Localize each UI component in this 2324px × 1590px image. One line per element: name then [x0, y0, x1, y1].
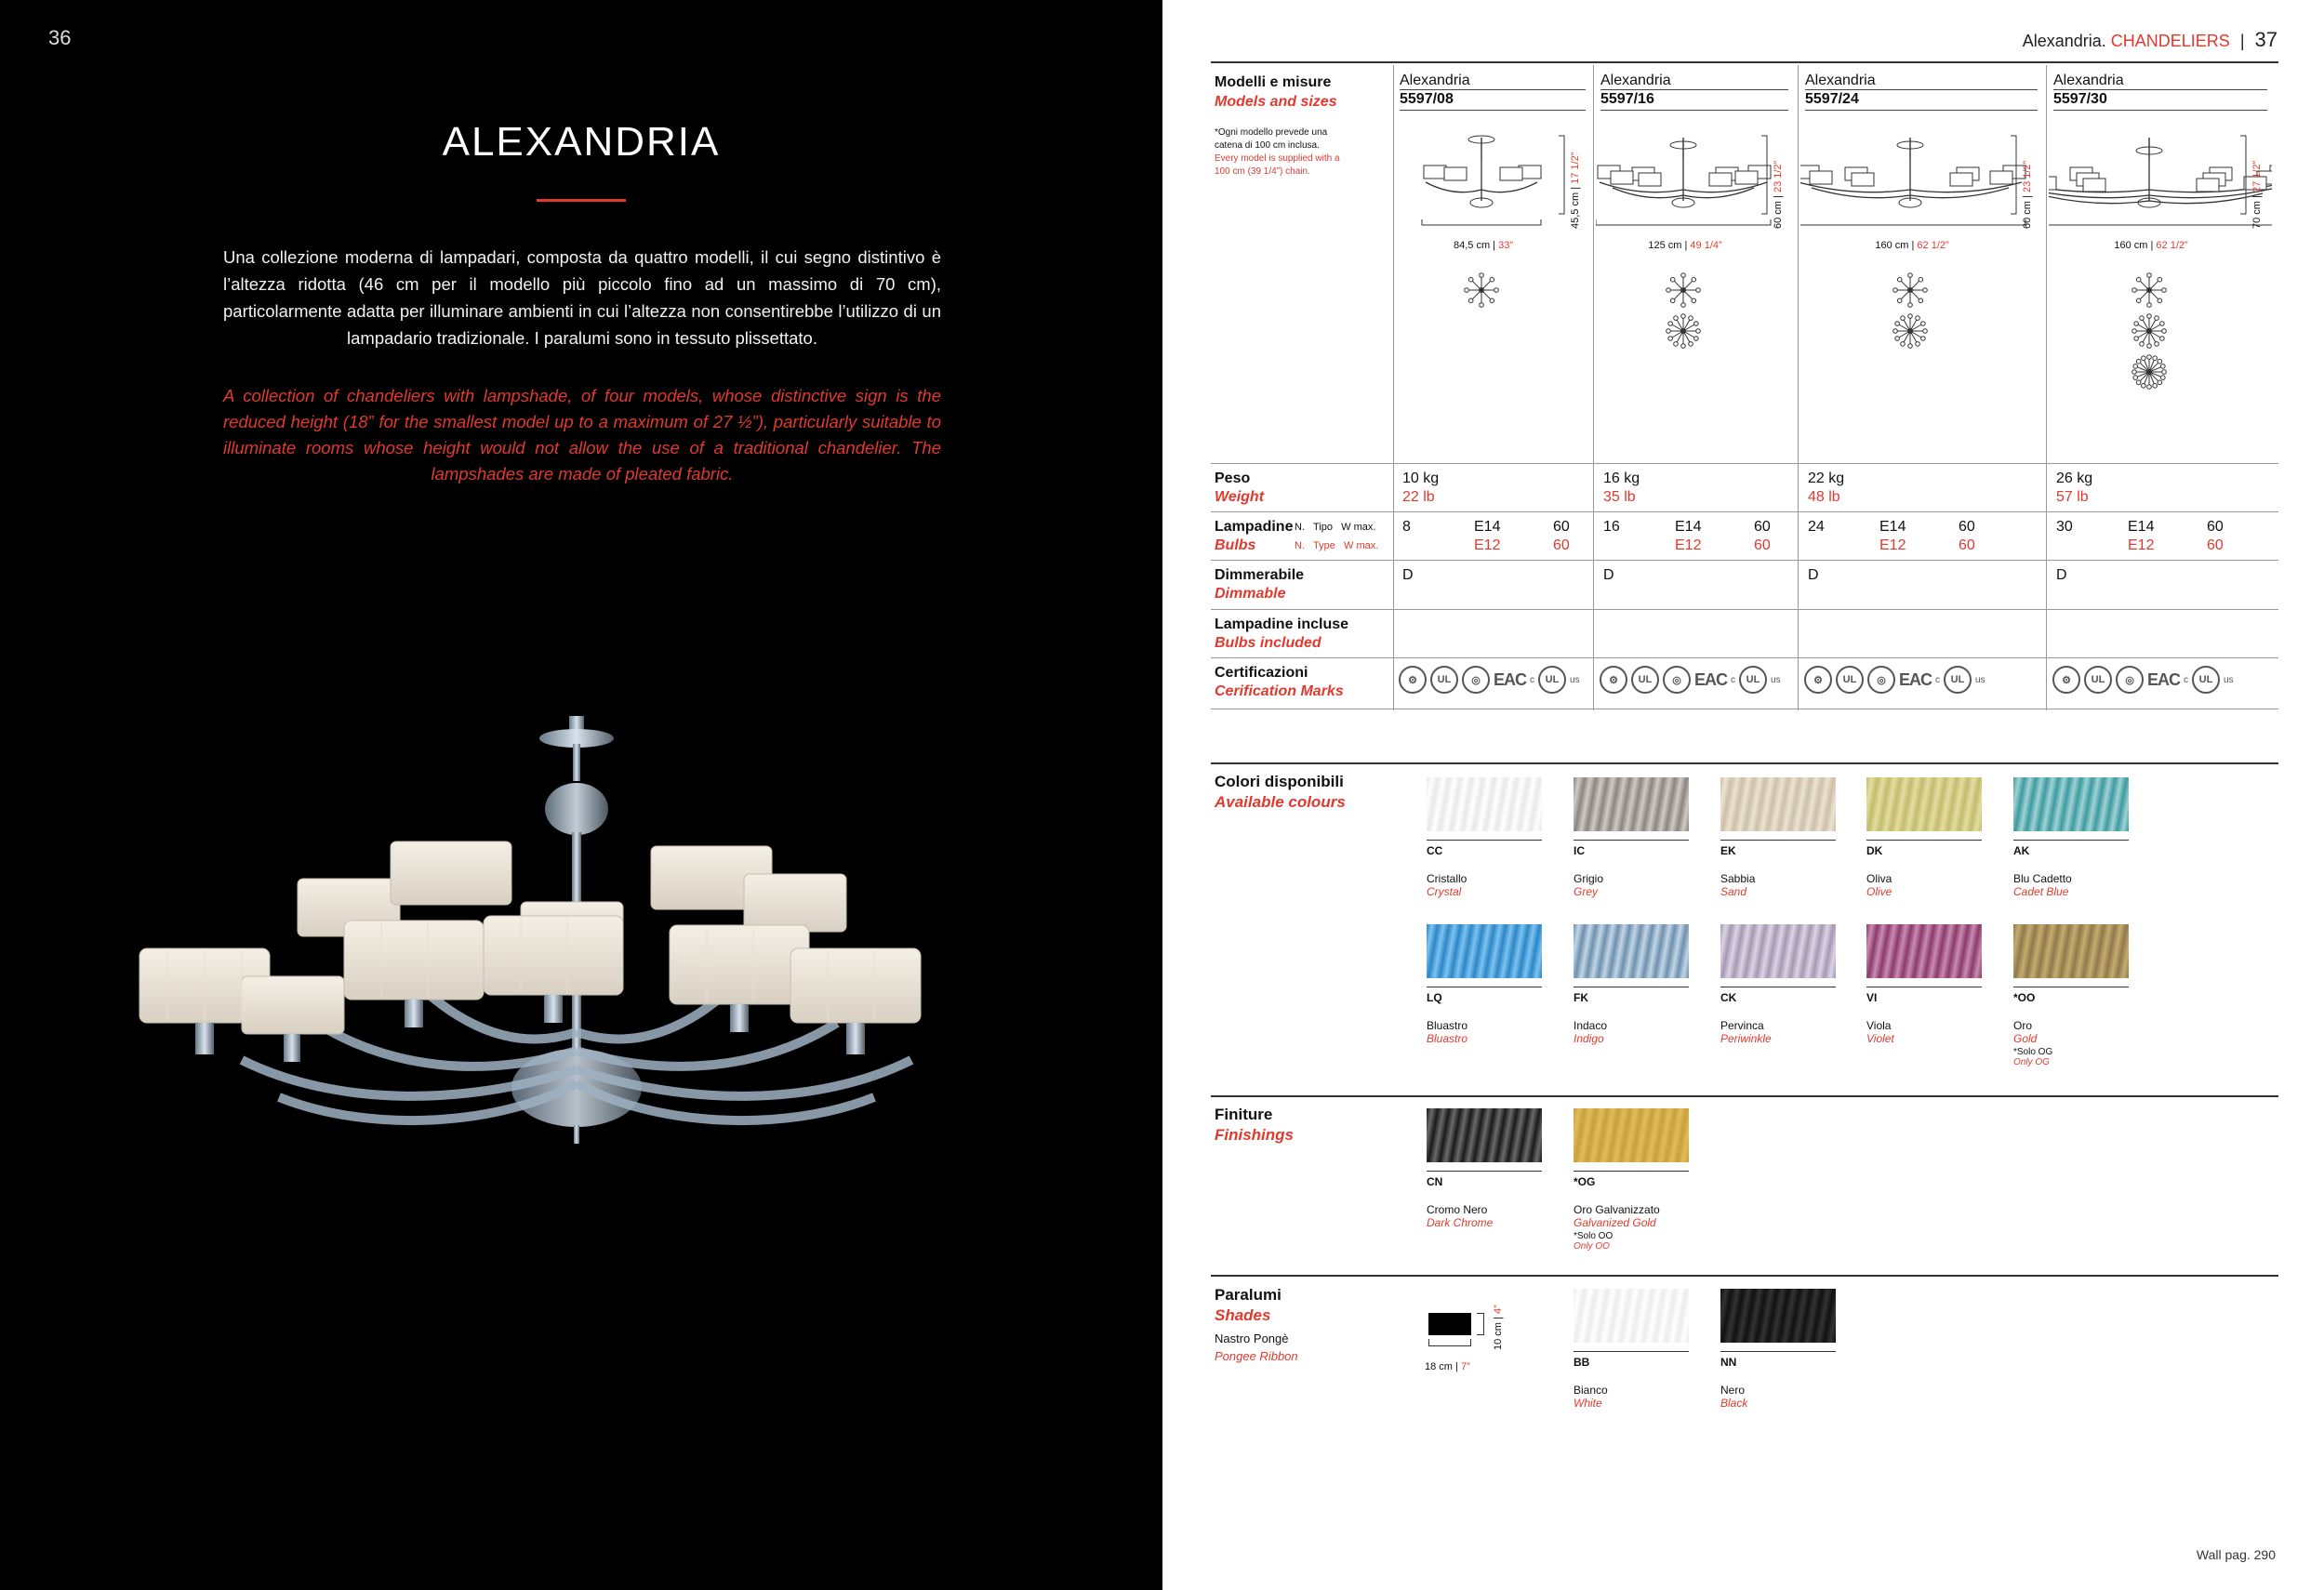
height-in: 23 1/2”	[2022, 160, 2033, 193]
swatch-code: BB	[1574, 1356, 1590, 1369]
swatch-note-it: *Solo OO	[1574, 1231, 1614, 1241]
swatch-code: CK	[1720, 991, 1737, 1004]
swatch-rule	[1720, 840, 1836, 841]
model-drawing	[2049, 130, 2272, 232]
swatch-code: DK	[1866, 844, 1883, 857]
swatch-vi	[1866, 924, 1982, 1045]
top-view-icon	[2131, 312, 2168, 350]
swatch-rule	[1574, 1351, 1689, 1352]
row-rule	[1211, 560, 2278, 561]
swatch-ak	[2013, 777, 2129, 898]
top-view-icon	[1892, 272, 1929, 309]
height-bracket	[1477, 1313, 1484, 1335]
page-header	[2023, 28, 2278, 52]
page-number-left: 36	[48, 26, 72, 49]
cul-c: c	[1731, 674, 1736, 685]
top-view-icon	[1892, 312, 1929, 350]
model-code: 5597/16	[1600, 91, 1654, 107]
swatch-code: *OG	[1574, 1175, 1596, 1188]
cert-marks	[1399, 666, 1580, 694]
swatch-image	[1720, 777, 1836, 831]
shades-rule	[1211, 1275, 2278, 1277]
width-in: 62 1/2”	[1917, 240, 1949, 251]
swatch-cc	[1427, 777, 1542, 898]
bulbs-sub-n: N.	[1295, 522, 1305, 533]
swatch-name-it: Nero	[1720, 1384, 1746, 1397]
cul-mark-icon: UL	[1739, 666, 1767, 694]
model-width-dim: 160 cm | 62 1/2”	[1875, 240, 1949, 251]
bulbs-type: E14	[1675, 519, 1702, 535]
table-top-rule	[1211, 61, 2278, 63]
swatch-ek	[1720, 777, 1836, 898]
swatch-name-en: Dark Chrome	[1427, 1216, 1494, 1229]
model-underline	[2053, 89, 2267, 90]
eac-mark: EAC	[2147, 669, 2181, 689]
header-category: CHANDELIERS	[2110, 32, 2230, 50]
weight-lb: 57 lb	[2056, 489, 2089, 505]
swatch-lq	[1427, 924, 1542, 1045]
height-cm: 60 cm	[2022, 201, 2033, 229]
cul-mark-icon: UL	[1538, 666, 1566, 694]
dimmable-value: D	[2056, 567, 2067, 583]
right-page	[1162, 0, 2324, 1590]
wall-page-ref: Wall pag. 290	[2196, 1547, 2276, 1562]
model-height-dim: 70 cm | 27 1/2”	[2251, 160, 2263, 229]
cert-label-it: Certificazioni	[1215, 665, 1308, 681]
cccp-mark-icon: ◎	[2116, 666, 2144, 694]
swatch-code: NN	[1720, 1356, 1737, 1369]
swatch-name-en: Crystal	[1427, 885, 1462, 898]
swatch-code: LQ	[1427, 991, 1442, 1004]
model-drawing	[1395, 130, 1590, 232]
model-underline	[1400, 110, 1586, 111]
bulbs-watt-us: 60	[1959, 537, 1975, 553]
col-divider	[2046, 65, 2047, 710]
shade-width-in: 7”	[1460, 1361, 1470, 1372]
swatch-name-it: Grigio	[1574, 872, 1604, 885]
shade-width-cm: 18 cm	[1425, 1361, 1453, 1372]
shade-height-cm: 10 cm	[1493, 1322, 1504, 1350]
swatch-code: CC	[1427, 844, 1443, 857]
model-drawing	[1596, 130, 1793, 232]
cccp-mark-icon: ◎	[1867, 666, 1895, 694]
finishings-label-it: Finiture	[1215, 1106, 1273, 1123]
dimmable-label-it: Dimmerabile	[1215, 567, 1305, 583]
swatch-name-en: Violet	[1866, 1032, 1894, 1045]
bulbs-count: 16	[1603, 519, 1620, 535]
swatch-name-en: Sand	[1720, 885, 1747, 898]
shades-label-it: Paralumi	[1215, 1286, 1282, 1304]
weight-label-en: Weight	[1215, 489, 1265, 505]
chain-note-en: Every model is supplied with a 100 cm (39 1/4”) chain.	[1215, 153, 1340, 177]
quality-mark-icon: ⚙	[2052, 666, 2080, 694]
model-name: Alexandria	[2053, 73, 2124, 88]
bulbs-watt: 60	[1553, 519, 1570, 535]
swatch-name-it: Bianco	[1574, 1384, 1608, 1397]
swatch-code: *OO	[2013, 991, 2036, 1004]
bulbs-type: E14	[1879, 519, 1906, 535]
eac-mark: EAC	[1694, 669, 1728, 689]
bulbs-label-en: Bulbs	[1215, 537, 1256, 553]
swatch-bb	[1574, 1289, 1689, 1410]
bulbs-label-it: Lampadine	[1215, 519, 1294, 535]
bulbs-watt: 60	[2207, 519, 2224, 535]
model-underline	[2053, 110, 2267, 111]
swatch-image	[1427, 1108, 1542, 1162]
swatch-code: CN	[1427, 1175, 1443, 1188]
eac-mark: EAC	[1494, 669, 1527, 689]
swatch-name-en: Bluastro	[1427, 1032, 1468, 1045]
bulbs-watt-us: 60	[2207, 537, 2224, 553]
swatch-rule	[1427, 840, 1542, 841]
weight-kg: 16 kg	[1603, 470, 1640, 486]
bulbs-count: 24	[1808, 519, 1825, 535]
weight-kg: 26 kg	[2056, 470, 2093, 486]
model-name: Alexandria	[1805, 73, 1876, 88]
colours-label-en: Available colours	[1215, 793, 1346, 811]
cul-us: us	[1771, 674, 1781, 685]
bulbs-sub-type: Type	[1312, 540, 1335, 551]
swatch-note-it: *Solo OG	[2013, 1047, 2053, 1057]
top-view-icon	[2131, 353, 2168, 391]
col-divider	[1798, 65, 1799, 710]
swatch-name-it: Cromo Nero	[1427, 1203, 1488, 1216]
cccp-mark-icon: ◎	[1663, 666, 1691, 694]
model-height-dim: 60 cm | 23 1/2”	[1773, 160, 1784, 229]
swatch-image	[2013, 777, 2129, 831]
height-cm: 60 cm	[1773, 201, 1784, 229]
swatch-name-it: Indaco	[1574, 1019, 1608, 1032]
width-bracket	[1428, 1339, 1471, 1346]
bulbs-count: 30	[2056, 519, 2073, 535]
swatch-name-en: Gold	[2013, 1032, 2038, 1045]
cul-us: us	[1570, 674, 1580, 685]
model-width-dim: 160 cm | 62 1/2”	[2114, 240, 2188, 251]
bulbs-watt: 60	[1959, 519, 1975, 535]
swatch-rule	[1574, 840, 1689, 841]
row-rule	[1211, 463, 2278, 464]
swatch-name-it: Oro Galvanizzato	[1574, 1203, 1660, 1216]
bulbs-watt-us: 60	[1754, 537, 1771, 553]
swatch-dk	[1866, 777, 1982, 898]
col-divider	[1393, 65, 1394, 710]
top-view-icon	[1665, 272, 1702, 309]
ul-mark-icon: UL	[1430, 666, 1458, 694]
page-number-right: 37	[2254, 28, 2278, 51]
header-collection: Alexandria.	[2022, 32, 2106, 50]
cul-c: c	[2184, 674, 2189, 685]
bulbs-watt: 60	[1754, 519, 1771, 535]
eac-mark: EAC	[1899, 669, 1932, 689]
model-height-dim: 45,5 cm | 17 1/2”	[1570, 152, 1581, 229]
cert-marks	[1600, 666, 1781, 694]
swatch-nn	[1720, 1289, 1836, 1410]
finishings-label-en: Finishings	[1215, 1126, 1294, 1144]
height-in: 17 1/2”	[1570, 152, 1581, 184]
chain-note	[1215, 126, 1354, 179]
swatch-note-en: Only OO	[1574, 1241, 1610, 1252]
swatch-cn	[1427, 1108, 1542, 1229]
model-height-dim: 60 cm | 23 1/2”	[2022, 160, 2033, 229]
chandelier-photo	[130, 716, 1023, 1209]
height-cm: 45,5 cm	[1570, 192, 1581, 229]
bulbs-type: E14	[2128, 519, 2155, 535]
cul-mark-icon: UL	[1944, 666, 1972, 694]
swatch-rule	[1574, 1171, 1689, 1172]
swatch-name-en: Indigo	[1574, 1032, 1604, 1045]
swatch-name-it: Blu Cadetto	[2013, 872, 2072, 885]
bulbs-sub-tipo: Tipo	[1312, 522, 1333, 533]
swatch-image	[1720, 1289, 1836, 1343]
swatch-og	[1574, 1108, 1689, 1252]
swatch-code: IC	[1574, 844, 1585, 857]
top-view-icon	[2131, 272, 2168, 309]
model-code: 5597/30	[2053, 91, 2107, 107]
width-in: 33”	[1498, 240, 1514, 251]
cul-us: us	[2224, 674, 2234, 685]
swatch-ic	[1574, 777, 1689, 898]
swatch-code: VI	[1866, 991, 1878, 1004]
shades-sub-en: Pongee Ribbon	[1215, 1349, 1298, 1363]
swatch-image	[1574, 1289, 1689, 1343]
cert-label-en: Cerification Marks	[1215, 683, 1344, 699]
swatch-image	[1427, 924, 1542, 978]
bulbs-sub-wmax-en: W max.	[1344, 540, 1379, 551]
bulbs-sub-wmax: W max.	[1341, 522, 1376, 533]
shade-icon	[1428, 1313, 1471, 1335]
height-cm: 70 cm	[2251, 201, 2263, 229]
swatch-name-it: Pervinca	[1720, 1019, 1764, 1032]
cert-marks	[2052, 666, 2234, 694]
width-cm: 160 cm	[1875, 240, 1909, 251]
dimmable-value: D	[1808, 567, 1819, 583]
row-rule	[1211, 609, 2278, 610]
model-underline	[1400, 89, 1586, 90]
bulbs-type-us: E12	[1675, 537, 1702, 553]
width-cm: 160 cm	[2114, 240, 2148, 251]
dimmable-value: D	[1603, 567, 1614, 583]
cul-mark-icon: UL	[2192, 666, 2220, 694]
swatch-image	[1720, 924, 1836, 978]
model-underline	[1600, 89, 1788, 90]
bulbs-type: E14	[1474, 519, 1501, 535]
width-cm: 125 cm	[1648, 240, 1682, 251]
quality-mark-icon: ⚙	[1600, 666, 1627, 694]
swatch-name-it: Oliva	[1866, 872, 1892, 885]
height-in: 23 1/2”	[1773, 160, 1784, 193]
finishings-rule	[1211, 1095, 2278, 1097]
model-drawing	[1800, 130, 2042, 232]
shade-height-in: 4”	[1493, 1305, 1504, 1315]
bulbs-count: 8	[1402, 519, 1411, 535]
collection-title: ALEXANDRIA	[442, 119, 721, 165]
ul-mark-icon: UL	[1631, 666, 1659, 694]
height-in: 27 1/2”	[2251, 160, 2263, 193]
swatch-name-en: Grey	[1574, 885, 1599, 898]
swatch-image	[1866, 924, 1982, 978]
swatch-name-it: Bluastro	[1427, 1019, 1468, 1032]
colours-label-it: Colori disponibili	[1215, 773, 1344, 790]
dimmable-label-en: Dimmable	[1215, 586, 1286, 602]
model-underline	[1600, 110, 1788, 111]
swatch-rule	[2013, 840, 2129, 841]
models-label-en: Models and sizes	[1215, 94, 1337, 110]
weight-label-it: Peso	[1215, 470, 1251, 486]
bulbs-sub-n-en: N.	[1295, 540, 1305, 551]
colours-rule	[1211, 762, 2278, 764]
title-underline	[537, 199, 626, 202]
bulbs-type-us: E12	[2128, 537, 2155, 553]
swatch-name-it: Viola	[1866, 1019, 1892, 1032]
model-underline	[1805, 89, 2038, 90]
model-name: Alexandria	[1400, 73, 1470, 88]
cul-c: c	[1530, 674, 1535, 685]
header-separator: |	[2239, 32, 2245, 50]
weight-lb: 48 lb	[1808, 489, 1840, 505]
swatch-name-en: Cadet Blue	[2013, 885, 2069, 898]
swatch-image	[1574, 1108, 1689, 1162]
quality-mark-icon: ⚙	[1399, 666, 1427, 694]
swatch-code: EK	[1720, 844, 1736, 857]
swatch-code: AK	[2013, 844, 2030, 857]
top-view-icon	[1665, 312, 1702, 350]
swatch-name-en: Periwinkle	[1720, 1032, 1772, 1045]
shades-sub-it: Nastro Pongè	[1215, 1332, 1289, 1345]
shade-height-dim: 10 cm | 4”	[1493, 1305, 1504, 1350]
weight-kg: 10 kg	[1402, 470, 1440, 486]
bulbs-sub-header-it	[1295, 522, 1375, 533]
ul-mark-icon: UL	[1836, 666, 1864, 694]
dimmable-value: D	[1402, 567, 1414, 583]
top-view-icon	[1463, 272, 1500, 309]
swatch-image	[1574, 777, 1689, 831]
width-in: 62 1/2”	[2156, 240, 2188, 251]
cul-c: c	[1935, 674, 1941, 685]
model-underline	[1805, 110, 2038, 111]
swatch-image	[2013, 924, 2129, 978]
swatch-name-it: Cristallo	[1427, 872, 1467, 885]
swatch-note-en: Only OG	[2013, 1057, 2050, 1067]
included-label-en: Bulbs included	[1215, 635, 1321, 651]
bulbs-type-us: E12	[1879, 537, 1906, 553]
description-english: A collection of chandeliers with lampshade, of four models, whose distinctive sign is the reduced height (18” for the smallest model up to a maximum of 27 ½”), particularly suitable to illuminate rooms whose height would not allow the use of a traditional chandelier. The lampshades are made of pleated fabric.	[223, 386, 941, 484]
shades-label-en: Shades	[1215, 1306, 1271, 1324]
swatch-name-en: White	[1574, 1397, 1602, 1410]
bulbs-sub-header-en	[1295, 540, 1378, 551]
cul-us: us	[1975, 674, 1985, 685]
row-rule	[1211, 511, 2278, 512]
model-width-dim: 125 cm | 49 1/4”	[1648, 240, 1722, 251]
bulbs-type-us: E12	[1474, 537, 1501, 553]
description-italian: Una collezione moderna di lampadari, composta da quattro modelli, il cui segno distintivo è l’altezza ridotta (46 cm per il modello più piccolo fino ad un massimo di 70 cm), particolarmente adatta per illuminare ambienti in cui l’altezza non consentirebbe l’utilizzo di un lampadario tradizionale. I paralumi sono in tessuto plissettato.	[223, 247, 941, 348]
included-label-it: Lampadine incluse	[1215, 616, 1349, 632]
chain-note-it: *Ogni modello prevede una catena di 100 cm inclusa.	[1215, 127, 1328, 151]
swatch-fk	[1574, 924, 1689, 1045]
width-cm: 84,5 cm	[1453, 240, 1491, 251]
swatch-image	[1427, 777, 1542, 831]
shade-width-dim: 18 cm | 7”	[1425, 1361, 1470, 1372]
swatch-image	[1866, 777, 1982, 831]
models-label-it: Modelli e misure	[1215, 74, 1332, 90]
swatch-rule	[1720, 1351, 1836, 1352]
swatch-name-en: Black	[1720, 1397, 1748, 1410]
swatch-oo	[2013, 924, 2129, 1067]
swatch-rule	[1427, 1171, 1542, 1172]
swatch-name-it: Sabbia	[1720, 872, 1756, 885]
swatch-name-it: Oro	[2013, 1019, 2033, 1032]
model-width-dim: 84,5 cm | 33”	[1453, 240, 1514, 251]
col-divider	[1593, 65, 1594, 710]
weight-kg: 22 kg	[1808, 470, 1845, 486]
row-rule	[1211, 657, 2278, 658]
cert-marks	[1804, 666, 1985, 694]
swatch-ck	[1720, 924, 1836, 1045]
swatch-rule	[1866, 840, 1982, 841]
model-code: 5597/08	[1400, 91, 1454, 107]
swatch-code: FK	[1574, 991, 1588, 1004]
model-name: Alexandria	[1600, 73, 1671, 88]
swatch-name-en: Galvanized Gold	[1574, 1216, 1656, 1229]
cccp-mark-icon: ◎	[1462, 666, 1490, 694]
weight-lb: 35 lb	[1603, 489, 1636, 505]
width-in: 49 1/4”	[1690, 240, 1722, 251]
bulbs-watt-us: 60	[1553, 537, 1570, 553]
swatch-name-en: Olive	[1866, 885, 1892, 898]
ul-mark-icon: UL	[2084, 666, 2112, 694]
weight-lb: 22 lb	[1402, 489, 1435, 505]
quality-mark-icon: ⚙	[1804, 666, 1832, 694]
swatch-image	[1574, 924, 1689, 978]
model-code: 5597/24	[1805, 91, 1859, 107]
